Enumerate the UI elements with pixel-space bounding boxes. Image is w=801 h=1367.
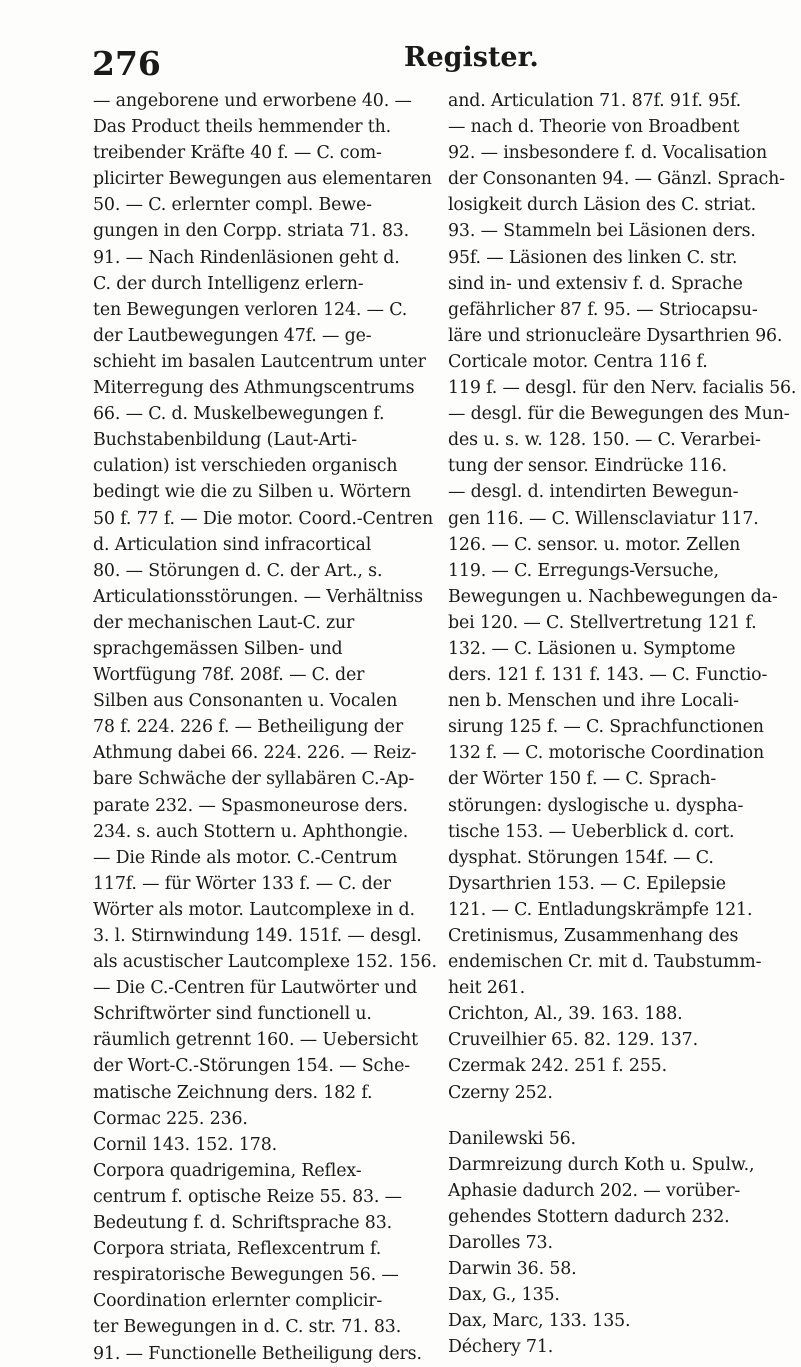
index-line: treibender Kräfte 40 f. — C. com- — [93, 143, 382, 164]
index-line: störungen: dyslogische u. dyspha- — [448, 795, 744, 816]
index-line: sirung 125 f. — C. Sprachfunctionen — [448, 717, 764, 738]
index-line: sind in- und extensiv f. d. Sprache — [448, 273, 743, 294]
index-line: Cormac 225. 236. — [93, 1108, 248, 1129]
index-line: Schriftwörter sind functionell u. — [93, 1004, 372, 1025]
index-line: Wörter als motor. Lautcomplexe in d. — [93, 899, 415, 920]
index-line: gefährlicher 87 f. 95. — Striocapsu- — [448, 299, 758, 320]
index-line: bei 120. — C. Stellvertretung 121 f. — [448, 612, 757, 633]
index-line: heit 261. — [448, 978, 525, 999]
index-line: Danilewski 56. — [448, 1128, 576, 1149]
index-line: sprachgemässen Silben- und — [93, 638, 343, 659]
index-line: 95f. — Läsionen des linken C. str. — [448, 247, 738, 268]
index-line: dysphat. Störungen 154f. — C. — [448, 847, 714, 868]
index-line: — nach d. Theorie von Broadbent — [448, 117, 740, 138]
index-line: Dax, G., 135. — [448, 1285, 560, 1306]
index-line: tische 153. — Ueberblick d. cort. — [448, 821, 735, 842]
index-line: Aphasie dadurch 202. — vorüber- — [448, 1180, 741, 1201]
index-line: 66. — C. d. Muskelbewegungen f. — [93, 404, 385, 425]
index-line: bedingt wie die zu Silben u. Wörtern — [93, 482, 411, 503]
index-line: bare Schwäche der syllabären C.-Ap- — [93, 769, 415, 790]
index-line: ter Bewegungen in d. C. str. 71. 83. — [93, 1317, 402, 1338]
index-line: Darmreizung durch Koth u. Spulw., — [448, 1154, 755, 1175]
index-line: Coordination erlernter complicir- — [93, 1291, 383, 1312]
index-line: 234. s. auch Stottern u. Aphthongie. — [93, 821, 409, 842]
index-line: Athmung dabei 66. 224. 226. — Reiz- — [93, 743, 417, 764]
index-line: 80. — Störungen d. C. der Art., s. — [93, 560, 383, 581]
index-line: Cornil 143. 152. 178. — [93, 1134, 278, 1155]
index-line: 126. — C. sensor. u. motor. Zellen — [448, 534, 741, 555]
index-line: — desgl. für die Bewegungen des Mun- — [448, 404, 790, 425]
index-line: Cruveilhier 65. 82. 129. 137. — [448, 1030, 698, 1051]
index-line: tung der sensor. Eindrücke 116. — [448, 456, 727, 477]
index-line: matische Zeichnung ders. 182 f. — [93, 1082, 373, 1103]
index-line: Miterregung des Athmungscentrums — [93, 378, 415, 399]
index-line: 119 f. — desgl. für den Nerv. facialis 56. — [448, 378, 797, 399]
index-line: Dysarthrien 153. — C. Epilepsie — [448, 873, 726, 894]
index-line: gungen in den Corpp. striata 71. 83. — [93, 221, 410, 242]
index-line: Corpora quadrigemina, Reflex- — [93, 1160, 362, 1181]
page-number: 276 — [92, 44, 161, 83]
index-line: als acustischer Lautcomplexe 152. 156. — [93, 952, 437, 973]
index-line: 91. — Functionelle Betheiligung ders. — [93, 1343, 422, 1364]
index-line: der Consonanten 94. — Gänzl. Sprach- — [448, 169, 785, 190]
index-line: Buchstabenbildung (Laut-Arti- — [93, 430, 357, 451]
index-line: culation) ist verschieden organisch — [93, 456, 398, 477]
index-line: Darolles 73. — [448, 1233, 553, 1254]
index-line: der Wort-C.-Störungen 154. — Sche- — [93, 1056, 411, 1077]
index-line: Articulationsstörungen. — Verhältniss — [93, 586, 423, 607]
index-line: des u. s. w. 128. 150. — C. Verarbei- — [448, 430, 761, 451]
index-line: Czerny 252. — [448, 1082, 553, 1103]
index-line: 121. — C. Entladungskrämpfe 121. — [448, 899, 753, 920]
index-line: Crichton, Al., 39. 163. 188. — [448, 1004, 683, 1025]
index-line: Wortfügung 78f. 208f. — C. der — [93, 665, 365, 686]
index-line: 3. l. Stirnwindung 149. 151f. — desgl. — [93, 926, 422, 946]
index-line: Corticale motor. Centra 116 f. — [448, 351, 708, 372]
index-line: d. Articulation sind infracortical — [93, 534, 372, 555]
index-line: — angeborene und erworbene 40. — — [93, 91, 412, 111]
index-line: Silben aus Consonanten u. Vocalen — [93, 691, 398, 712]
index-line: läre und strionucleäre Dysarthrien 96. — [448, 325, 783, 346]
index-line: Das Product theils hemmender th. — [93, 117, 392, 138]
index-line: Bewegungen u. Nachbewegungen da- — [448, 586, 778, 607]
index-line: Dax, Marc, 133. 135. — [448, 1311, 631, 1332]
index-line: schieht im basalen Lautcentrum unter — [93, 351, 426, 372]
index-line: losigkeit durch Läsion des C. striat. — [448, 195, 757, 216]
index-line: centrum f. optische Reize 55. 83. — — [93, 1186, 402, 1207]
index-line: der mechanischen Laut-C. zur — [93, 612, 355, 633]
index-line: and. Articulation 71. 87f. 91f. 95f. — [448, 91, 742, 111]
index-line: 119. — C. Erregungs-Versuche, — [448, 560, 719, 581]
index-line: Corpora striata, Reflexcentrum f. — [93, 1239, 382, 1260]
index-line: 132 f. — C. motorische Coordination — [448, 743, 765, 764]
index-line: C. der durch Intelligenz erlern- — [93, 273, 364, 294]
left-column — [93, 88, 439, 1367]
index-line: Bedeutung f. d. Schriftsprache 83. — [93, 1213, 393, 1234]
index-line: räumlich getrennt 160. — Uebersicht — [93, 1030, 418, 1051]
page-header — [0, 26, 801, 86]
index-line: 50 f. 77 f. — Die motor. Coord.-Centren — [93, 508, 434, 529]
index-line: endemischen Cr. mit d. Taubstumm- — [448, 952, 762, 973]
index-line: nen b. Menschen und ihre Locali- — [448, 691, 739, 712]
section-gap — [448, 1106, 794, 1126]
index-line: 132. — C. Läsionen u. Symptome — [448, 638, 736, 659]
index-line: ders. 121 f. 131 f. 143. — C. Functio- — [448, 665, 768, 686]
index-line: — desgl. d. intendirten Bewegun- — [448, 482, 739, 503]
index-line: Déchery 71. — [448, 1337, 554, 1358]
right-column — [448, 88, 797, 1361]
index-line: 92. — insbesondere f. d. Vocalisation — [448, 143, 768, 164]
index-line: 78 f. 224. 226 f. — Betheiligung der — [93, 717, 404, 738]
index-line: 91. — Nach Rindenläsionen geht d. — [93, 247, 400, 268]
index-line: gen 116. — C. Willensclaviatur 117. — [448, 508, 759, 529]
index-line: 117f. — für Wörter 133 f. — C. der — [93, 873, 391, 894]
index-line: der Lautbewegungen 47f. — ge- — [93, 325, 372, 346]
index-line: Czermak 242. 251 f. 255. — [448, 1056, 667, 1077]
index-line: — Die Rinde als motor. C.-Centrum — [93, 847, 398, 868]
index-line: der Wörter 150 f. — C. Sprach- — [448, 769, 717, 790]
index-line: plicirter Bewegungen aus elementaren — [93, 169, 432, 190]
index-line: ten Bewegungen verloren 124. — C. — [93, 299, 408, 320]
index-line: 93. — Stammeln bei Läsionen ders. — [448, 221, 756, 242]
index-line: Darwin 36. 58. — [448, 1259, 577, 1280]
index-line: 50. — C. erlernter compl. Bewe- — [93, 195, 372, 216]
index-line: — Die C.-Centren für Lautwörter und — [93, 978, 418, 999]
index-line: parate 232. — Spasmoneurose ders. — [93, 795, 408, 816]
index-line: gehendes Stottern dadurch 232. — [448, 1206, 730, 1227]
index-line: respiratorische Bewegungen 56. — — [93, 1265, 399, 1286]
index-line: Cretinismus, Zusammenhang des — [448, 926, 739, 946]
running-head-title: Register. — [404, 42, 539, 73]
